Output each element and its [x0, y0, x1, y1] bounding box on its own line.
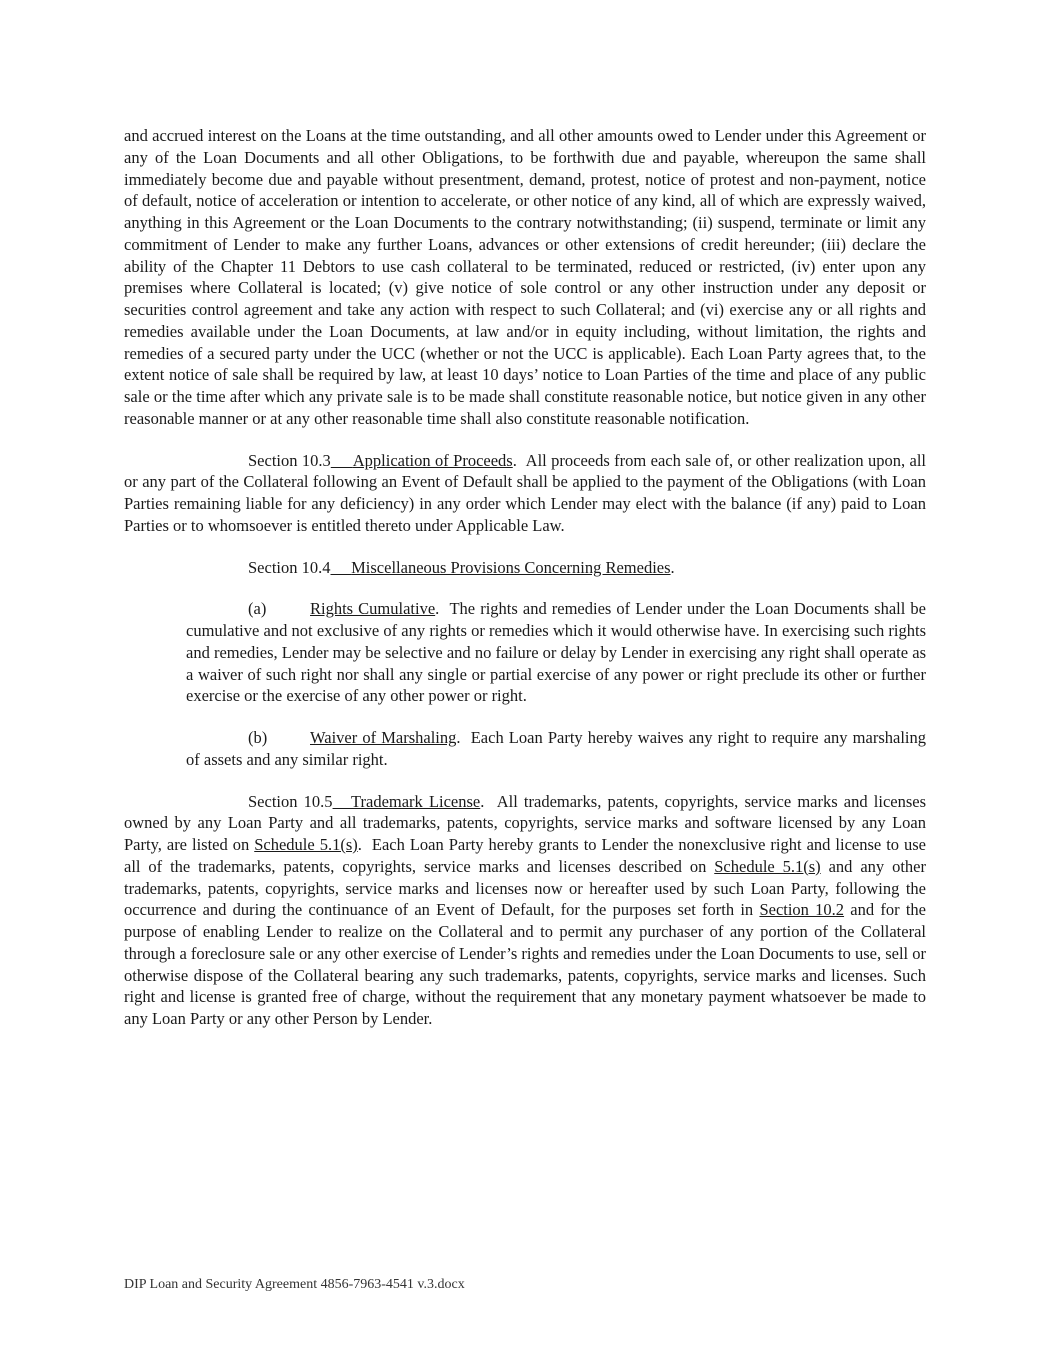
section-10-4-number: Section 10.4 [248, 557, 331, 577]
document-page [124, 125, 926, 1030]
section-10-3: Section 10.3 Application of Proceeds. All proceeds from each sale of, or other realization upon, all or any part of the Collateral following an Event of Default shall be applied to the payment of the Obligations (with Loan Parties remaining liable for any deficiency) in any order which Lender may elect with the balance (if any) paid to Loan Parties or to whomsoever is entitled thereto under Applicable Law. [124, 450, 927, 535]
subsection-a: (a) Rights Cumulative. The rights and remedies of Lender under the Loan Documents shall be cumulative and not exclusive of any rights or remedies which it would otherwise have. In exercising such rights and remedies, Lender may be selective and no failure or delay by Lender in exercising any right shall operate as a waiver of such right nor shall any single or partial exercise of any power or right preclude its other or further exercise or the exercise of any other power or right. [186, 599, 926, 706]
schedule-5-1-s-reference-2: Schedule 5.1(s) [714, 856, 821, 876]
section-10-5-part2: Each Loan Party hereby grants to Lender the nonexclusive right and license to use all of the trademarks, patents, copyrights, service marks and licenses described on [124, 835, 927, 876]
schedule-5-1-s-reference: Schedule 5.1(s) [254, 835, 358, 854]
subsection-b-body: Each Loan Party hereby waives any right to require any marshaling of assets and any similar right. [186, 728, 926, 769]
intro-paragraph: and accrued interest on the Loans at the time outstanding, and all other amounts owed to Lender under this Agreement or any of the Loan Documents and all other Obligations, to be forthwith due and payable, whereupon the same shall immediately become due and payable without presentment, demand, protest, notice of protest and non-payment, notice of default, notice of acceleration or intention to accelerate, or other notice of any kind, all of which are expressly waived, anything in this Agreement or the Loan Documents to the contrary notwithstanding; (ii) suspend, terminate or limit any commitment of Lender to make any further Loans, advances or other extensions of credit hereunder; (iii) declare the ability of the Chapter 11 Debtors to use cash collateral to be terminated, reduced or restricted, (iv) enter upon any premises where Collateral is located; (v) give notice of sole control or any other instruction under any deposit or securities control agreement and take any action with respect to such Collateral; and (vi) exercise any or all rights and remedies available under the Loan Documents, at law and/or in equity including, without limitation, the rights and remedies of a secured party under the UCC (whether or not the UCC is applicable). Each Loan Party agrees that, to the extent notice of sale shall be required by law, at least 10 days’ notice to Loan Parties of the time and place of any public sale or the time after which any private sale is to be made shall constitute reasonable notice, but notice given in any other reasonable manner or at any other reasonable time shall also constitute reasonable notification. [124, 126, 926, 428]
subsection-a-heading: Rights Cumulative [310, 599, 436, 619]
section-10-4-heading: Miscellaneous Provisions Concerning Remedies [351, 557, 671, 577]
section-10-5-part4: and for the purpose of enabling Lender to realize on the Collateral and to permit any purchaser of any portion of the Collateral through a foreclosure sale or any other exercise of Lender’s rights and remedies under the Loan Documents to use, sell or otherwise dispose of the Collateral bearing any such trademarks, patents, copyrights, service marks and licenses. Such right and license is granted free of charge, without the requirement that any monetary payment whatsoever be made to any Loan Party or any other Person by Lender. [124, 900, 926, 1028]
section-10-5-part3: and any other trademarks, patents, copyrights, service marks and licenses now or hereafter used by such Loan Party, following the occurrence and during the continuance of an Event of Default, for the purposes set forth in [124, 856, 926, 920]
section-10-4: Section 10.4 Miscellaneous Provisions Concerning Remedies. [248, 557, 675, 577]
document-footer: DIP Loan and Security Agreement 4856-7963-4541 v.3.docx [124, 1277, 465, 1292]
subsection-b: (b) Waiver of Marshaling. Each Loan Party hereby waives any right to require any marshaling of assets and any similar right. [186, 728, 926, 769]
section-10-2-reference: Section 10.2 [759, 900, 845, 920]
section-10-3-number: Section 10.3 [248, 450, 331, 470]
subsection-a-body: The rights and remedies of Lender under the Loan Documents shall be cumulative and not exclusive of any rights or remedies which it would otherwise have. In exercising such rights and remedies, Lender may be selective and no failure or delay by Lender in exercising any right shall operate as a waiver of such right nor shall any single or partial exercise of any power or right preclude its other or further exercise or the exercise of any other power or right. [186, 599, 926, 706]
subsection-a-label: (a) [248, 599, 267, 619]
section-10-5-number: Section 10.5 [248, 791, 333, 811]
section-10-3-heading: Application of Proceeds [352, 450, 513, 470]
section-10-5-part1: All trademarks, patents, copyrights, service marks and licenses owned by any Loan Party and all trademarks, patents, copyrights, service marks and software licensed by any Loan Party, are listed on [124, 791, 927, 854]
section-10-5-heading: Trademark License [351, 791, 481, 811]
subsection-b-heading: Waiver of Marshaling [310, 728, 457, 747]
section-10-5: Section 10.5 Trademark License. All trademarks, patents, copyrights, service marks and licenses owned by any Loan Party and all trademarks, patents, copyrights, service marks and software licensed by any Loan Party, are listed on Schedule 5.1(s). Each Loan Party hereby grants to Lender the nonexclusive right and license to use all of the trademarks, patents, copyrights, service marks and licenses described on Schedule 5.1(s) and any other trademarks, patents, copyrights, service marks and licenses now or hereafter used by such Loan Party, following the occurrence and during the continuance of an Event of Default, for the purposes set forth in Section 10.2 and for the purpose of enabling Lender to realize on the Collateral and to permit any purchaser of any portion of the Collateral through a foreclosure sale or any other exercise of Lender’s rights and remedies under the Loan Documents to use, sell or otherwise dispose of the Collateral bearing any such trademarks, patents, copyrights, service marks and licenses. Such right and license is granted free of charge, without the requirement that any monetary payment whatsoever be made to any Loan Party or any other Person by Lender. [124, 791, 927, 1028]
section-10-3-body: All proceeds from each sale of, or other realization upon, all or any part of the Collateral following an Event of Default shall be applied to the payment of the Obligations (with Loan Parties remaining liable for any deficiency) in any order which Lender may elect with the balance (if any) paid to Loan Parties or to whomsoever is entitled thereto under Applicable Law. [124, 450, 927, 535]
subsection-b-label: (b) [248, 728, 268, 747]
